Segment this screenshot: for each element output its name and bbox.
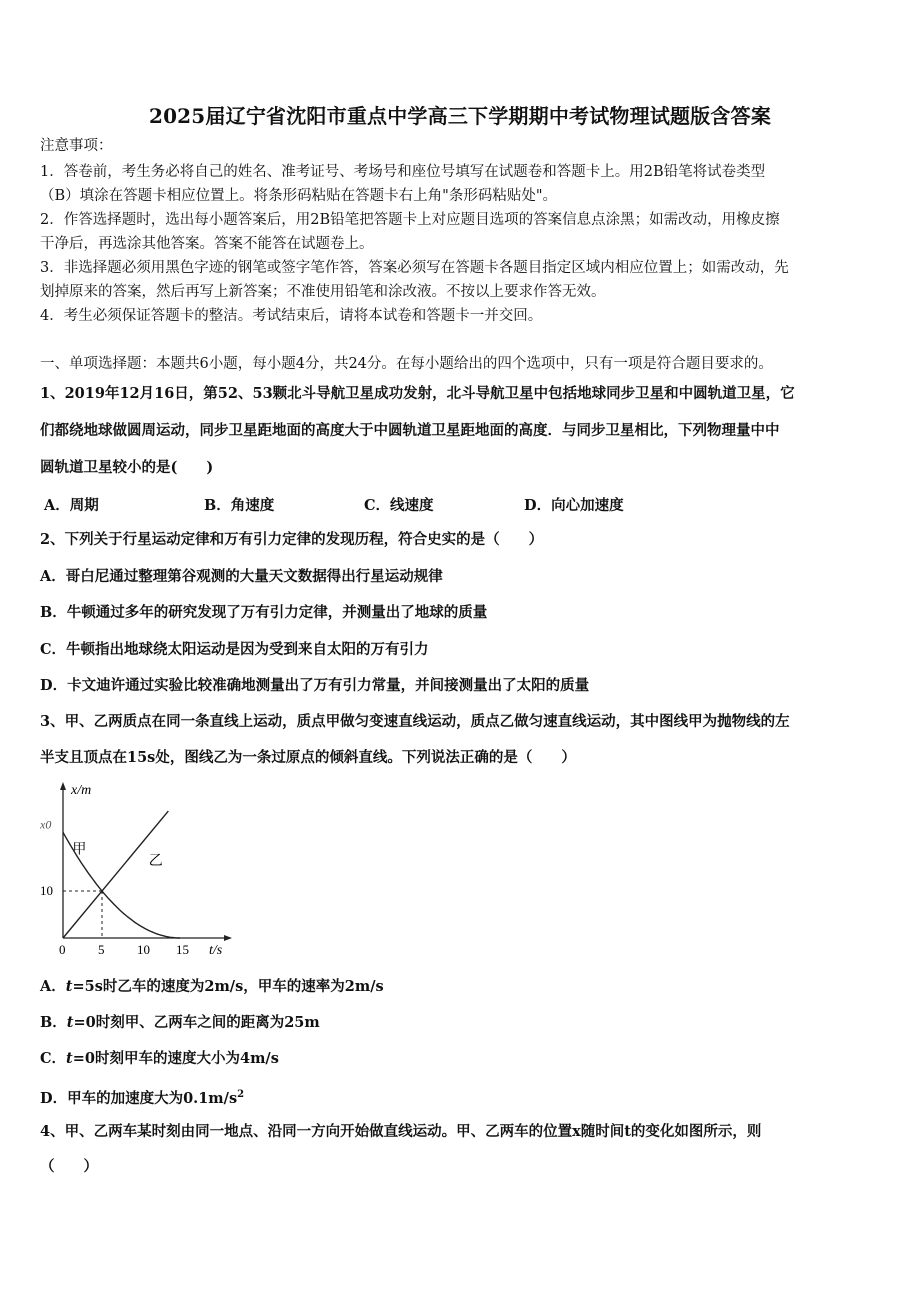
q3-option-d-letter: D．: [40, 1089, 68, 1107]
section-heading: 一、单项选择题：本题共6小题，每小题4分，共24分。在每小题给出的四个选项中，只有一项是符合题目要求的。: [40, 356, 773, 372]
xt-graph: [38, 776, 238, 958]
series-yi-label: 乙: [148, 854, 163, 870]
notice-line-4: 干净后，再选涂其他答案。答案不能答在试题卷上。: [40, 236, 374, 252]
q2-stem: 2、下列关于行星运动定律和万有引力定律的发现历程，符合史实的是（ ）: [40, 531, 544, 548]
y-axis-label: x/m: [71, 783, 92, 798]
q3-option-b: [40, 1013, 320, 1033]
x-axis-label: t/s: [209, 943, 223, 958]
series-jia-label: 甲: [72, 842, 87, 858]
x-axis-arrow: [224, 935, 232, 941]
y-tick-label: 10: [40, 883, 53, 898]
q3-stem-line-1: 3、甲、乙两质点在同一条直线上运动，质点甲做匀变速直线运动，质点乙做匀速直线运动，其中图线甲为抛物线的左: [40, 713, 790, 730]
q1-option-b: B．角速度: [204, 497, 275, 514]
q4-stem-line-2: （ ）: [40, 1158, 98, 1175]
q3-option-c-letter: C．: [40, 1050, 67, 1067]
q3-option-d-sup: 2: [237, 1089, 245, 1100]
q3-option-c-var: t: [66, 1050, 73, 1067]
y-axis-arrow: [60, 782, 66, 790]
q3-option-b-var: t: [66, 1014, 74, 1031]
q3-stem-line-2: 半支且顶点在15s处，图线乙为一条过原点的倾斜直线。下列说法正确的是（ ）: [40, 749, 576, 766]
q2-option-b: B．牛顿通过多年的研究发现了万有引力定律，并测量出了地球的质量: [40, 604, 488, 621]
q3-option-c-text: =0时刻甲车的速度大小为4m/s: [72, 1050, 279, 1067]
notice-line-7: 4．考生必须保证答题卡的整洁。考试结束后，请将本试卷和答题卡一并交回。: [40, 308, 543, 324]
q2-option-d: D．卡文迪许通过实验比较准确地测量出了万有引力常量，并间接测量出了太阳的质量: [40, 677, 590, 694]
q1-stem-line-3: 圆轨道卫星较小的是( ): [40, 459, 214, 476]
q3-option-a: [40, 977, 384, 997]
q3-option-a-var: t: [65, 978, 73, 995]
series-yi-line: [63, 811, 168, 938]
q2-option-a: A．哥白尼通过整理第谷观测的大量天文数据得出行星运动规律: [40, 568, 443, 585]
q3-option-d-text: 甲车的加速度大为0.1m/s: [67, 1089, 238, 1107]
q4-stem-line-1: 4、甲、乙两车某时刻由同一地点、沿同一方向开始做直线运动。甲、乙两车的位置x随时间t的变化如图所示，则: [40, 1123, 762, 1140]
q3-option-d: [40, 1085, 244, 1109]
q2-option-c: C．牛顿指出地球绕太阳运动是因为受到来自太阳的万有引力: [40, 641, 429, 658]
y-x0-label: x0: [40, 817, 52, 832]
notice-line-2: （B）填涂在答题卡相应位置上。将条形码粘贴在答题卡右上角"条形码粘贴处"。: [40, 188, 557, 204]
q3-option-a-letter: A．: [40, 978, 66, 995]
x-tick-label: 5: [98, 942, 105, 957]
x-tick-label: 15: [176, 942, 189, 957]
q1-option-a: A．周期: [44, 497, 99, 514]
q3-option-b-text: =0时刻甲、乙两车之间的距离为25m: [73, 1014, 320, 1031]
q1-stem-line-1: 1、2019年12月16日，第52、53颗北斗导航卫星成功发射，北斗导航卫星中包括地球同步卫星和中圆轨道卫星，它: [40, 385, 795, 402]
notice-heading: 注意事项：: [40, 138, 113, 154]
x-tick-label: 0: [59, 942, 66, 957]
q1-option-d: D．向心加速度: [524, 497, 624, 514]
q3-option-a-text: =5s时乙车的速度为2m/s，甲车的速率为2m/s: [72, 978, 384, 995]
q1-stem-line-2: 们都绕地球做圆周运动，同步卫星距地面的高度大于中圆轨道卫星距地面的高度．与同步卫星相比，下列物理量中中: [40, 422, 780, 439]
q1-option-c: C．线速度: [364, 497, 434, 514]
q3-option-b-letter: B．: [40, 1014, 67, 1031]
notice-line-6: 划掉原来的答案，然后再写上新答案；不准使用铅笔和涂改液。不按以上要求作答无效。: [40, 284, 606, 300]
exam-title: 2025届辽宁省沈阳市重点中学高三下学期期中考试物理试题版含答案: [148, 104, 772, 128]
notice-line-1: 1．答卷前，考生务必将自己的姓名、准考证号、考场号和座位号填写在试题卷和答题卡上。用2B铅笔将试卷类型: [40, 164, 766, 180]
q3-option-c: [40, 1049, 279, 1069]
notice-line-3: 2．作答选择题时，选出每小题答案后，用2B铅笔把答题卡上对应题目选项的答案信息点涂黑；如需改动，用橡皮擦: [40, 212, 780, 228]
x-tick-label: 10: [137, 942, 150, 957]
notice-line-5: 3．非选择题必须用黑色字迹的钢笔或签字笔作答，答案必须写在答题卡各题目指定区域内相应位置上；如需改动，先: [40, 260, 789, 276]
